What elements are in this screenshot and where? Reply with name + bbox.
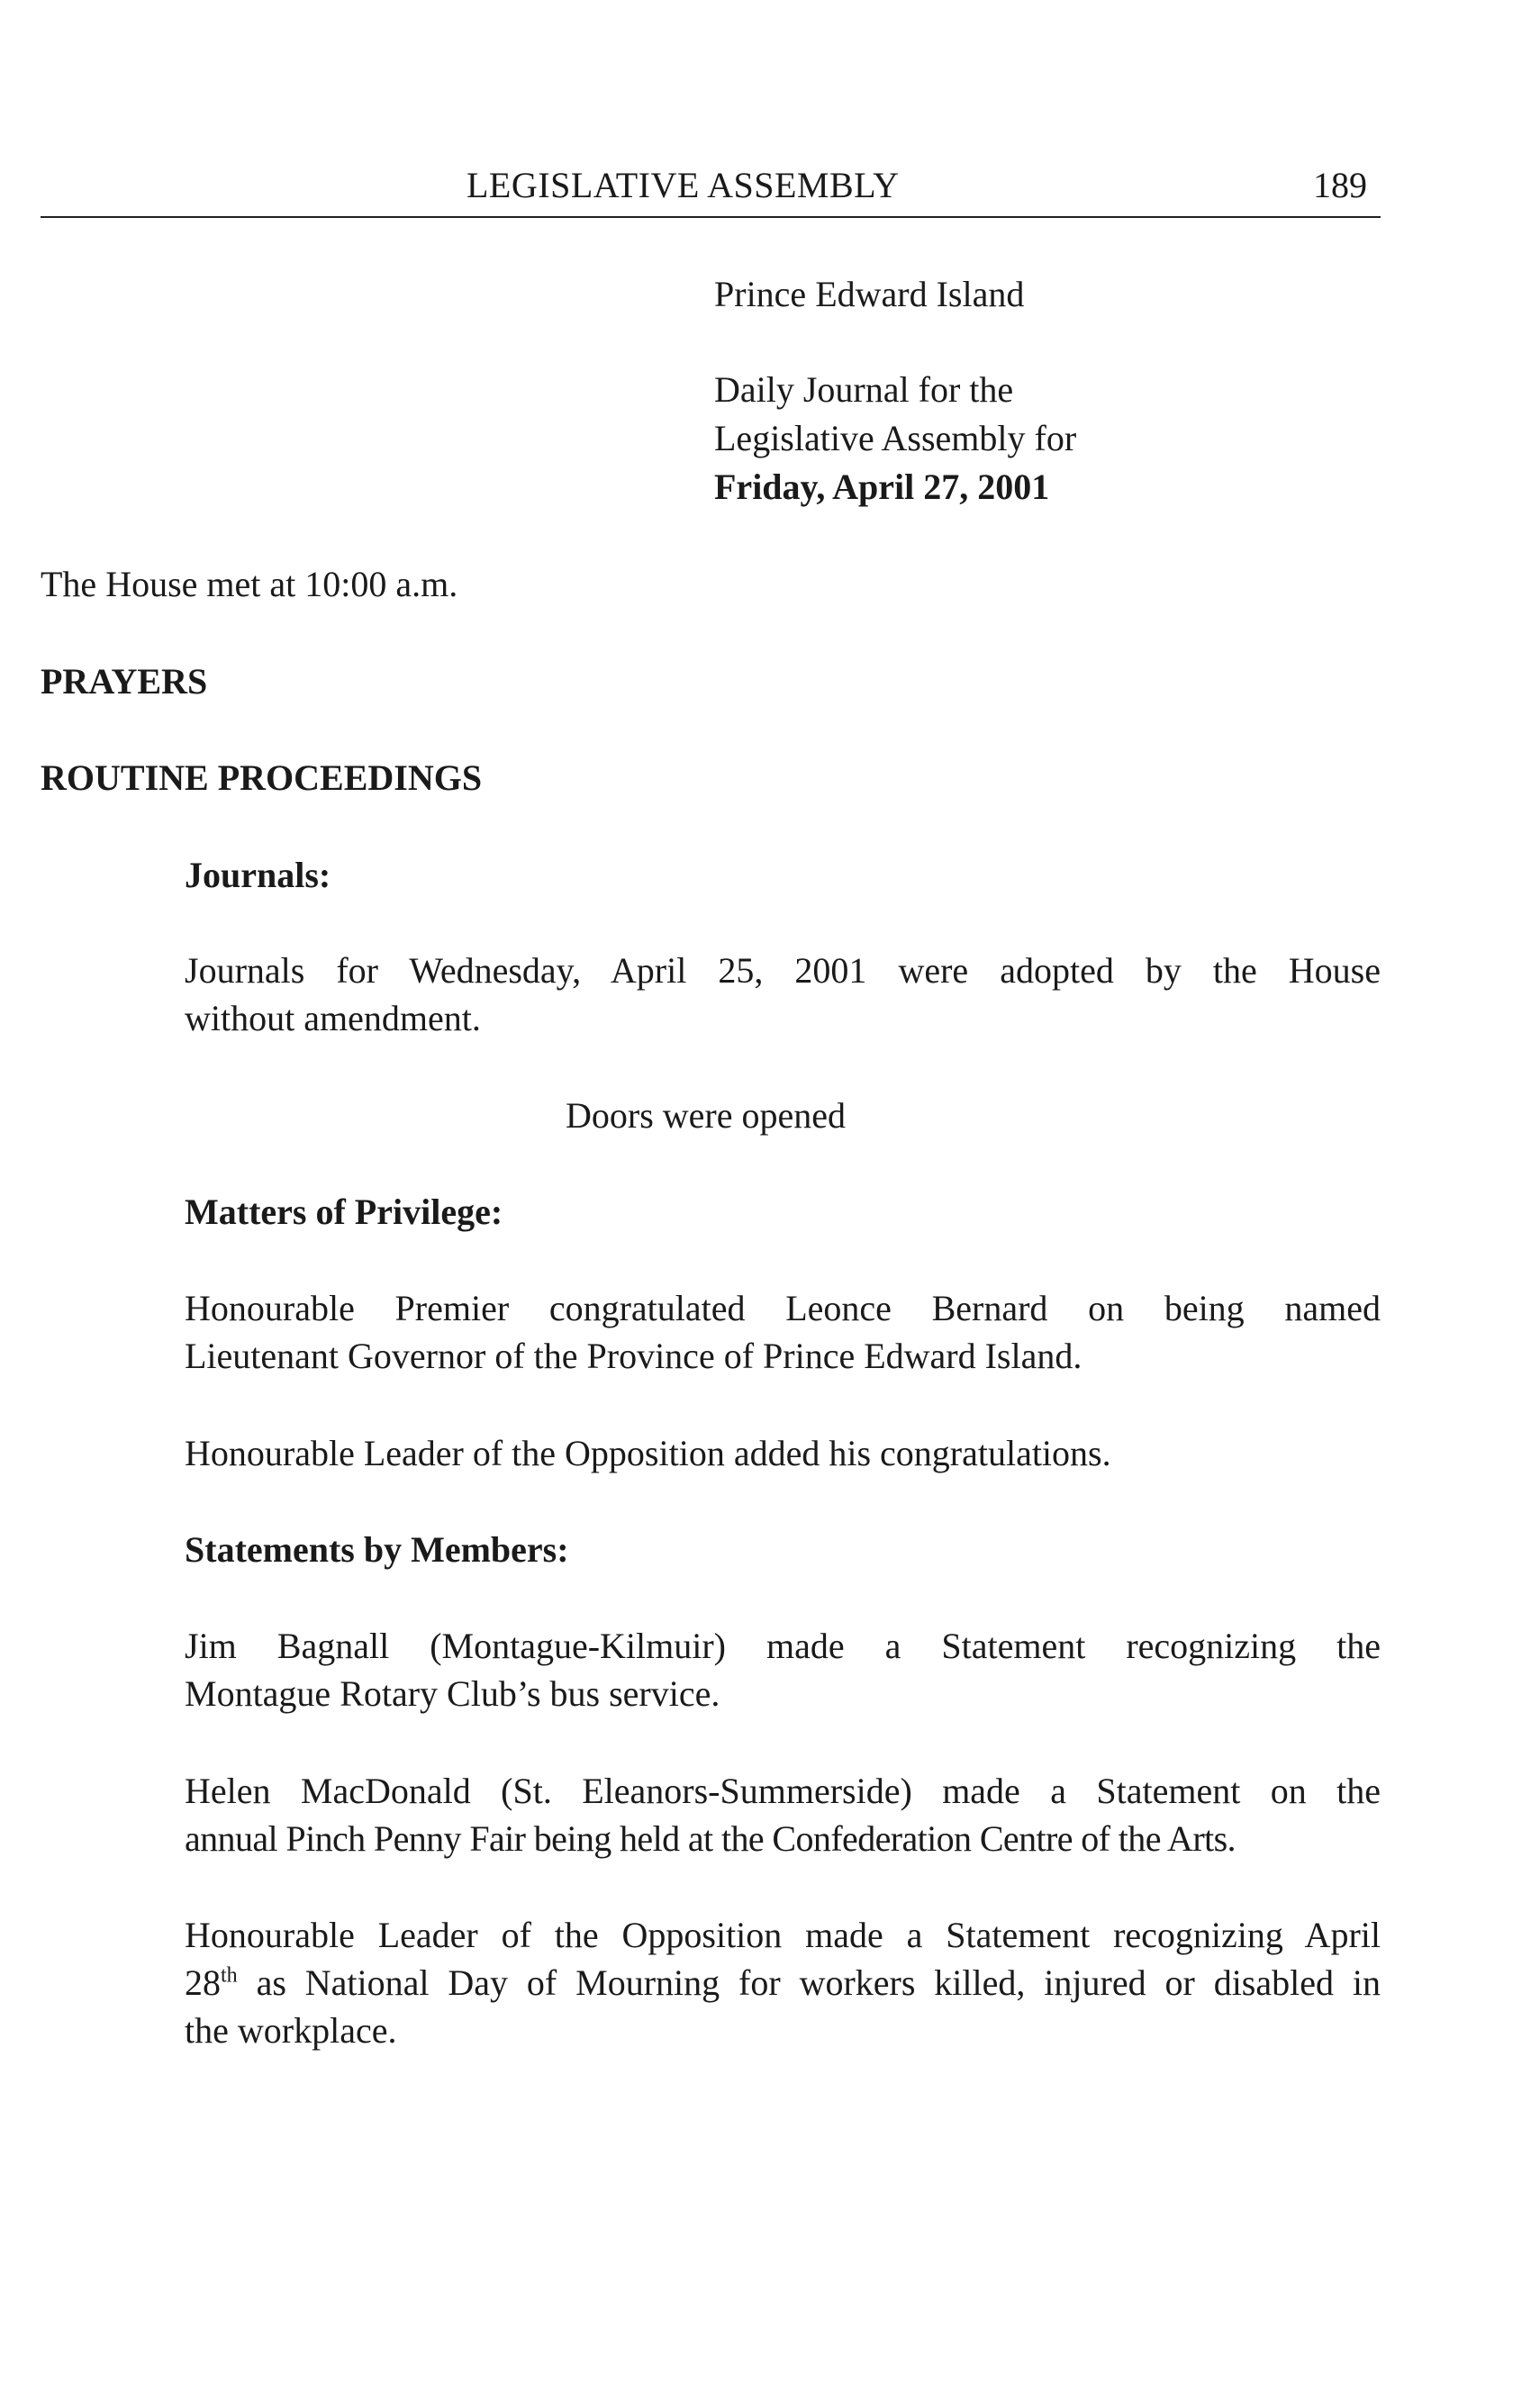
running-header-title: LEGISLATIVE ASSEMBLY xyxy=(467,165,900,205)
journals-line-2: without amendment. xyxy=(185,998,481,1038)
statements-heading: Statements by Members: xyxy=(185,1529,569,1570)
statement-3 xyxy=(185,1911,1381,2054)
statement-3-line-2 xyxy=(185,1959,1381,2007)
masthead-date: Friday, April 27, 2001 xyxy=(714,467,1050,507)
statement-3-line-2-text: as National Day of Mourning for workers killed, injured or disabled in xyxy=(237,1962,1381,2003)
journals-line-1: Journals for Wednesday, April 25, 2001 were adopted by the House xyxy=(185,950,1381,991)
ordinal-suffix: th xyxy=(221,1963,238,1988)
statement-2-line-1: Helen MacDonald (St. Eleanors-Summerside) made a Statement on the xyxy=(185,1771,1381,1811)
masthead-province: Prince Edward Island xyxy=(714,274,1025,314)
page-number: 189 xyxy=(1313,165,1367,205)
house-met-time: The House met at 10:00 a.m. xyxy=(41,564,458,604)
section-routine-proceedings: ROUTINE PROCEEDINGS xyxy=(41,757,483,798)
masthead-journal-line-1: Daily Journal for the xyxy=(714,369,1014,410)
journals-heading: Journals: xyxy=(185,855,331,895)
statement-1 xyxy=(185,1622,1381,1717)
header-rule xyxy=(41,216,1381,218)
statement-3-line-1: Honourable Leader of the Opposition made a Statement recognizing April xyxy=(185,1915,1381,1955)
statement-2-line-2: annual Pinch Penny Fair being held at the Confederation Centre of the Arts. xyxy=(185,1818,1236,1859)
doors-opened: Doors were opened xyxy=(566,1095,846,1136)
privilege-paragraph-2: Honourable Leader of the Opposition added his congratulations. xyxy=(185,1433,1111,1473)
privilege-heading: Matters of Privilege: xyxy=(185,1191,503,1232)
ordinal-number: 28 xyxy=(185,1962,221,2003)
journals-paragraph xyxy=(185,947,1381,1042)
statement-3-line-3: the workplace. xyxy=(185,2010,397,2051)
statement-2 xyxy=(185,1767,1381,1862)
privilege-p1-line-2: Lieutenant Governor of the Province of Prince Edward Island. xyxy=(185,1336,1083,1376)
privilege-p1-line-1: Honourable Premier congratulated Leonce Bernard on being named xyxy=(185,1288,1381,1328)
masthead-journal-line-2: Legislative Assembly for xyxy=(714,418,1077,458)
privilege-paragraph-1 xyxy=(185,1284,1381,1380)
statement-1-line-1: Jim Bagnall (Montague-Kilmuir) made a Statement recognizing the xyxy=(185,1626,1381,1666)
section-prayers: PRAYERS xyxy=(41,661,208,702)
statement-1-line-2: Montague Rotary Club’s bus service. xyxy=(185,1673,720,1714)
